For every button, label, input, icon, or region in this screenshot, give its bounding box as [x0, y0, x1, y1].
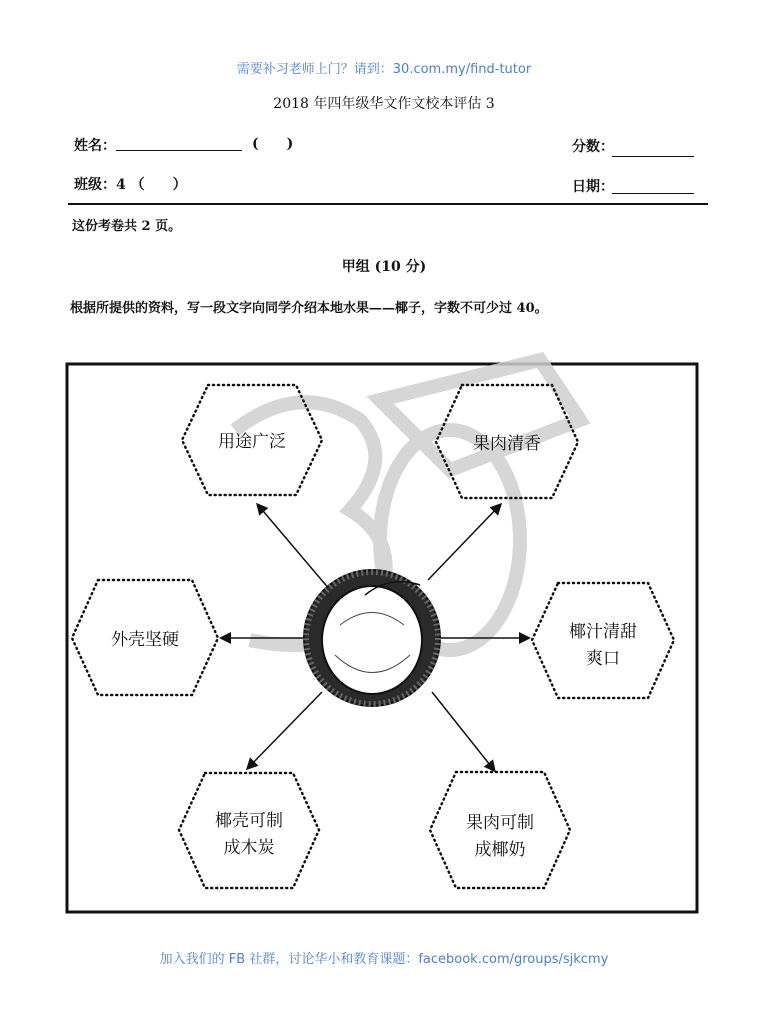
arrow-to-uses — [258, 505, 330, 590]
facebook-group-link[interactable]: 加入我们的 FB 社群，讨论华小和教育课题：facebook.com/groups/sjkcmy — [159, 952, 609, 967]
node-text-hard-shell: 外壳坚硬 — [111, 630, 179, 650]
instruction-text: 根据所提供的资料，写一段文字向同学介绍本地水果——椰子，字数不可少过 40。 — [70, 301, 548, 316]
node-text-uses: 用途广泛 — [218, 432, 286, 452]
arrow-to-charcoal — [248, 692, 322, 768]
date-label: 日期： — [572, 179, 614, 195]
node-text-coconut-milk-1: 果肉可制 — [466, 813, 534, 833]
node-text-flesh-fragrant: 果肉清香 — [473, 434, 541, 454]
node-text-sweet-juice-2: 爽口 — [586, 649, 620, 669]
arrow-to-coconut-milk — [432, 692, 494, 770]
section-title: 甲组 (10 分) — [341, 259, 427, 275]
node-text-charcoal-2: 成木炭 — [223, 838, 275, 858]
page-count-note: 这份考卷共 2 页。 — [72, 219, 182, 234]
tutor-promo-link[interactable]: 需要补习老师上门？请到：30.com.my/find-tutor — [236, 62, 532, 77]
node-text-coconut-milk-2: 成椰奶 — [474, 840, 526, 860]
node-text-sweet-juice-1: 椰汁清甜 — [569, 622, 637, 642]
coconut-illustration — [304, 570, 440, 706]
class-label: 班级：4 （ ） — [74, 177, 187, 193]
name-number-paren: ( ) — [252, 136, 294, 152]
score-label: 分数： — [572, 139, 614, 155]
name-label: 姓名： — [74, 138, 116, 154]
exam-title: 2018 年四年级华文作文校本评估 3 — [273, 96, 495, 112]
node-text-charcoal-1: 椰壳可制 — [215, 811, 283, 831]
arrow-to-flesh-fragrant — [428, 505, 500, 580]
